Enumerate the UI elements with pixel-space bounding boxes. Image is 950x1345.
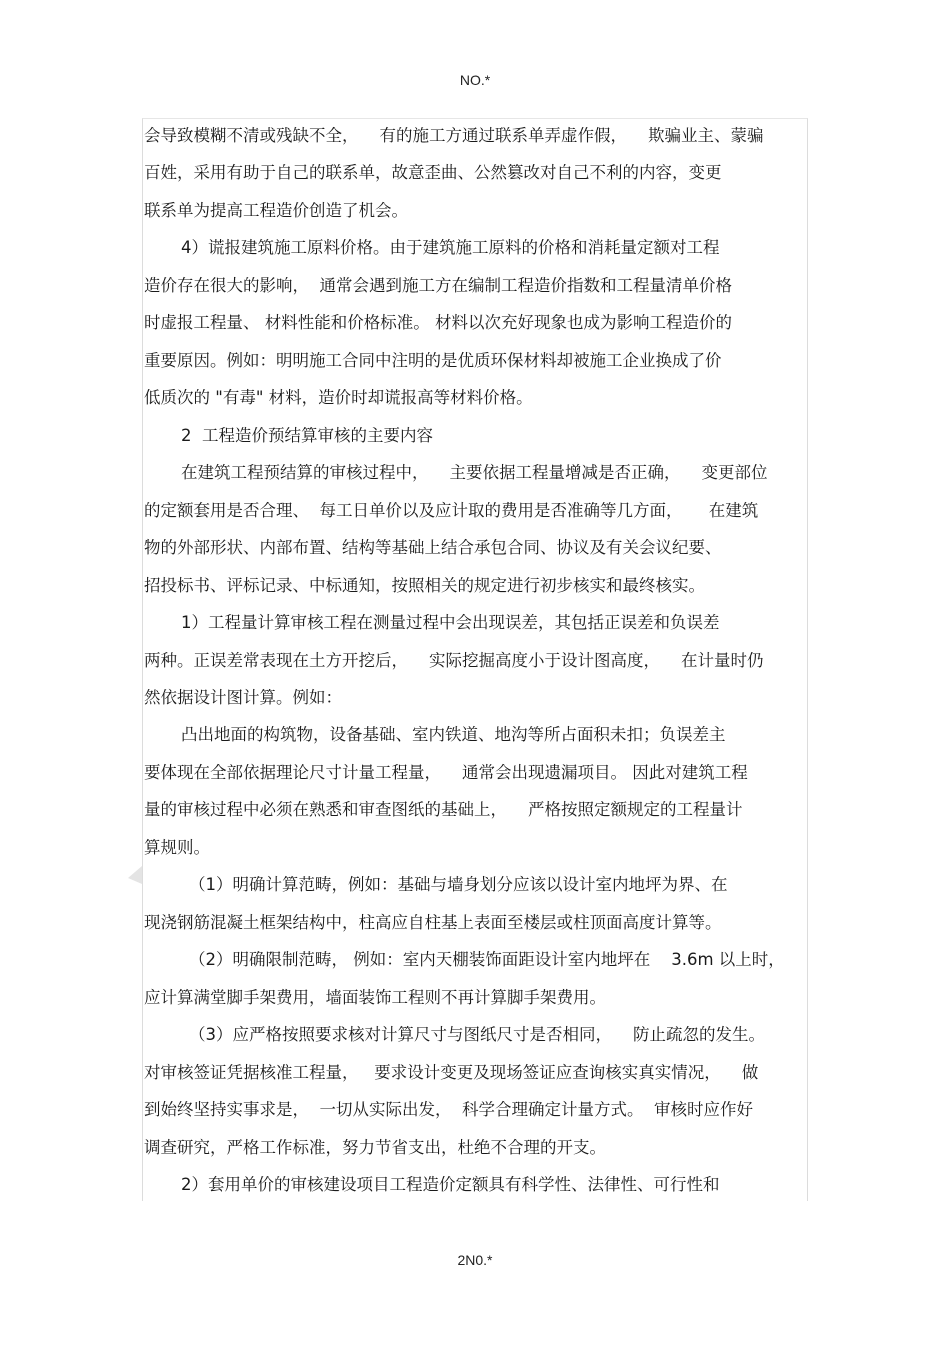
text-line: 对审核签证凭据核准工程量， 要求设计变更及现场签证应查询核实真实情况， 做	[144, 1063, 759, 1082]
text-line: （3）应严格按照要求核对计算尺寸与图纸尺寸是否相同， 防止疏忽的发生。	[189, 1025, 765, 1044]
text-line: 低质次的 "有毒" 材料，造价时却谎报高等材料价格。	[144, 388, 533, 407]
text-line: 两种。正误差常表现在土方开挖后， 实际挖掘高度小于设计图高度， 在计量时仍	[144, 651, 764, 670]
text-line: 在建筑工程预结算的审核过程中， 主要依据工程量增减是否正确， 变更部位	[181, 463, 768, 482]
text-line: 联系单为提高工程造价创造了机会。	[144, 201, 408, 220]
text-line: 时虚报工程量、 材料性能和价格标准。 材料以次充好现象也成为影响工程造价的	[144, 313, 732, 332]
text-line: 量的审核过程中必须在熟悉和审查图纸的基础上， 严格按照定额规定的工程量计	[144, 800, 743, 819]
section-heading: 2 工程造价预结算审核的主要内容	[181, 426, 433, 445]
page-header: NO.*	[459, 72, 491, 88]
text-line: 招投标书、评标记录、中标通知，按照相关的规定进行初步核实和最终核实。	[144, 576, 705, 595]
text-line: 的定额套用是否合理、 每工日单价以及应计取的费用是否准确等几方面， 在建筑	[144, 501, 759, 520]
text-line: 算规则。	[144, 838, 210, 857]
text-line: （2）明确限制范畴， 例如：室内天棚装饰面距设计室内地坪在 3.6m 以上时，	[189, 950, 785, 969]
text-line: 1）工程量计算审核工程在测量过程中会出现误差，其包括正误差和负误差	[181, 613, 720, 632]
text-line: 会导致模糊不清或残缺不全， 有的施工方通过联系单弄虚作假， 欺骗业主、蒙骗	[144, 126, 764, 145]
text-line: 应计算满堂脚手架费用，墙面装饰工程则不再计算脚手架费用。	[144, 988, 606, 1007]
page-footer: 2N0.*	[457, 1252, 493, 1268]
text-line: 造价存在很大的影响， 通常会遇到施工方在编制工程造价指数和工程量清单价格	[144, 276, 732, 295]
text-line: 现浇钢筋混凝土框架结构中，柱高应自柱基上表面至楼层或柱顶面高度计算等。	[144, 913, 722, 932]
text-line: 凸出地面的构筑物，设备基础、室内铁道、地沟等所占面积未扣；负误差主	[181, 725, 726, 744]
text-line: 重要原因。例如：明明施工合同中注明的是优质环保材料却被施工企业换成了价	[144, 351, 722, 370]
text-line: 百姓，采用有助于自己的联系单，故意歪曲、公然篡改对自己不利的内容，变更	[144, 163, 722, 182]
page-corner-mark	[128, 866, 142, 884]
text-line: 物的外部形状、内部布置、结构等基础上结合承包合同、协议及有关会议纪要、	[144, 538, 722, 557]
text-line: 2）套用单价的审核建设项目工程造价定额具有科学性、法律性、可行性和	[181, 1175, 720, 1194]
text-line: 到始终坚持实事求是， 一切从实际出发， 科学合理确定计量方式。 审核时应作好	[144, 1100, 753, 1119]
text-line: 调查研究，严格工作标准，努力节省支出，杜绝不合理的开支。	[144, 1138, 606, 1157]
text-line: 然依据设计图计算。例如：	[144, 688, 342, 707]
text-line: 要体现在全部依据理论尺寸计量工程量， 通常会出现遗漏项目。 因此对建筑工程	[144, 763, 748, 782]
text-line: 4）谎报建筑施工原料价格。由于建筑施工原料的价格和消耗量定额对工程	[181, 238, 720, 257]
text-line: （1）明确计算范畴，例如：基础与墙身划分应该以设计室内地坪为界、在	[189, 875, 728, 894]
